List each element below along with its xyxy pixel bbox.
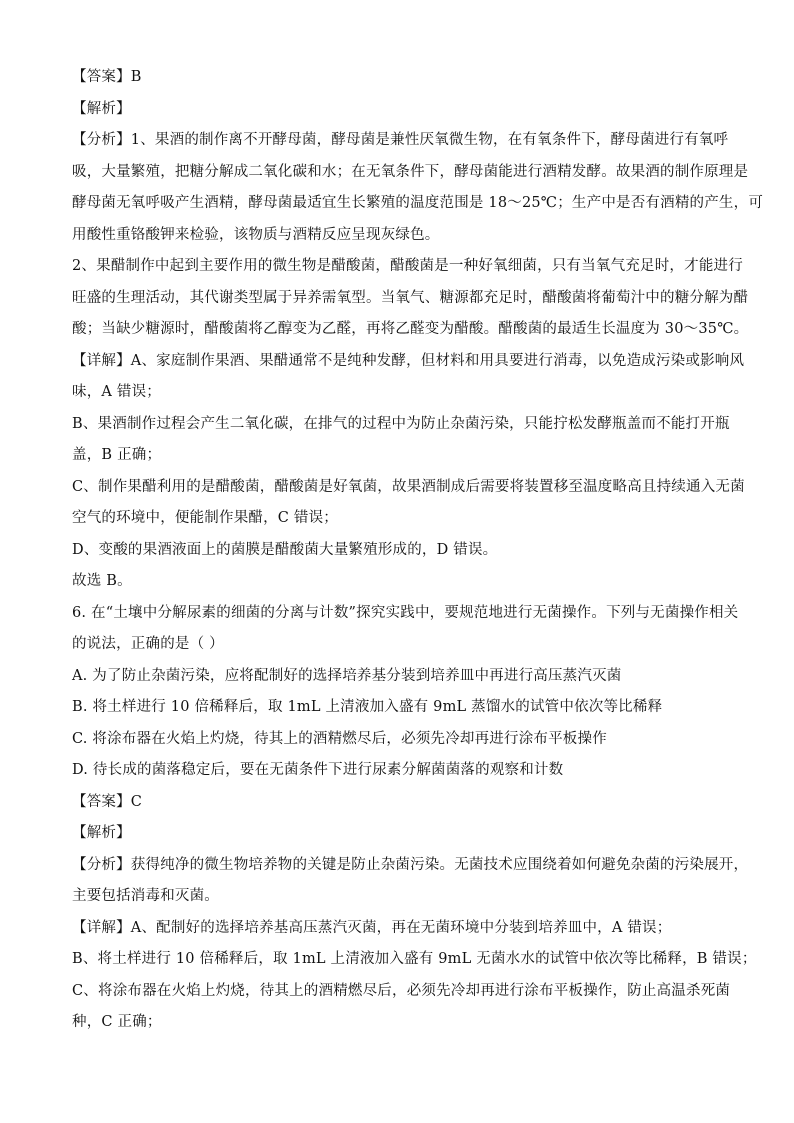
option-b: B. 将土样进行 10 倍稀释后，取 1mL 上清液加入盛有 9mL 蒸馏水的试管中依次等比稀释 [72,699,663,715]
analysis-text: 用酸性重铬酸钾来检验，该物质与酒精反应呈现灰绿色。 [72,226,440,243]
analysis-text: 酵母菌无氧呼吸产生酒精，酵母菌最适宜生长繁殖的温度范围是 18～25℃；生产中是否有酒精的产生，可 [72,195,764,211]
question-6-stem: 6. 在“土壤中分解尿素的细菌的分离与计数”探究实践中，要规范地进行无菌操作。下列与无菌操作相关 [72,604,739,621]
analysis-text: 酸；当缺少糖源时，醋酸菌将乙醇变为乙醛，再将乙醛变为醋酸。醋酸菌的最适生长温度为 30～35℃。 [72,321,749,337]
detail-text: 味，A 错误； [72,384,161,400]
detail-text: B、将土样进行 10 倍稀释后，取 1mL 上清液加入盛有 9mL 无菌水水的试管中依次等比稀释，B 错误； [72,951,757,967]
answer-line-q5: 【答案】B [72,69,142,85]
analysis-heading-q6: 【解析】 [72,825,131,841]
conclusion-text: 故选 B。 [72,573,132,589]
detail-text: C、制作果醋利用的是醋酸菌，醋酸菌是好氧菌，故果酒制成后需要将装置移至温度略高且持续通入无菌 [72,478,745,495]
detail-text: B、果酒制作过程会产生二氧化碳，在排气的过程中为防止杂菌污染，只能拧松发酵瓶盖而不能打开瓶 [72,415,730,432]
answer-line-q6: 【答案】C [72,793,143,810]
option-a: A. 为了防止杂菌污染，应将配制好的选择培养基分装到培养皿中再进行高压蒸汽灭菌 [72,667,622,684]
analysis-text: 【分析】1、果酒的制作离不开酵母菌，酵母菌是兼性厌氧微生物，在有氧条件下，酵母菌进行有氧呼 [72,132,729,148]
detail-text: 【详解】A、配制好的选择培养基高压蒸汽灭菌，再在无菌环境中分装到培养皿中，A 错误； [72,919,672,936]
analysis-text: 旺盛的生理活动，其代谢类型属于异养需氧型。当氧气、糖源都充足时，醋酸菌将葡萄汁中的糖分解为醋 [72,289,749,306]
option-d: D. 待长成的菌落稳定后，要在无菌条件下进行尿素分解菌菌落的观察和计数 [72,762,564,778]
analysis-text: 主要包括消毒和灭菌。 [72,888,219,904]
detail-text: C、将涂布器在火焰上灼烧，待其上的酒精燃尽后，必须先冷却再进行涂布平板操作，防止高温杀死菌 [72,982,731,999]
detail-text: 【详解】A、家庭制作果酒、果醋通常不是纯种发酵，但材料和用具要进行消毒，以免造成污染或影响风 [72,352,745,369]
analysis-text: 吸，大量繁殖，把糖分解成二氧化碳和水；在无氧条件下，酵母菌能进行酒精发酵。故果酒的制作原理是 [72,163,749,180]
detail-text: 盖，B 正确； [72,447,162,463]
document-body [72,62,764,1039]
option-c: C. 将涂布器在火焰上灼烧，待其上的酒精燃尽后，必须先冷却再进行涂布平板操作 [72,730,607,747]
detail-text: D、变酸的果酒液面上的菌膜是醋酸菌大量繁殖形成的，D 错误。 [72,541,498,558]
analysis-text: 2、果醋制作中起到主要作用的微生物是醋酸菌，醋酸菌是一种好氧细菌，只有当氧气充足时，才能进行 [72,258,743,274]
question-6-stem: 的说法，正确的是（ ） [72,636,224,652]
analysis-heading-q5: 【解析】 [72,100,131,117]
detail-text: 种，C 正确； [72,1014,162,1030]
analysis-text: 【分析】获得纯净的微生物培养物的关键是防止杂菌污染。无菌技术应围绕着如何避免杂菌的污染展开， [72,856,749,873]
detail-text: 空气的环境中，便能制作果醋，C 错误； [72,510,339,526]
